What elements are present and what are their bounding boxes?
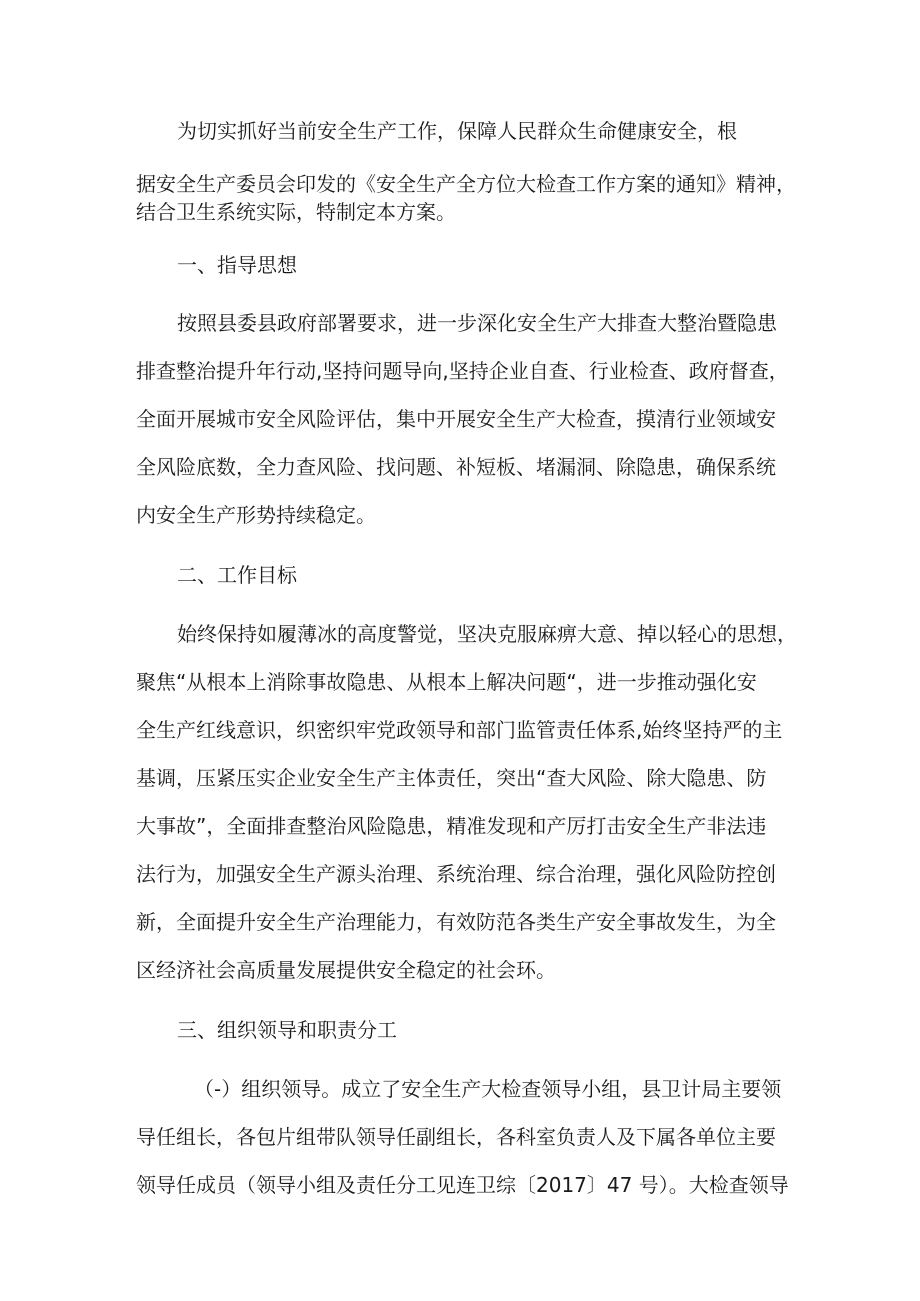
section3-line-1: （-）组织领导。成立了安全生产大检查领导小组，县卫计局主要领 xyxy=(194,1077,782,1101)
section-heading-work-goals: 二、工作目标 xyxy=(177,563,297,587)
section3-line-3: 领导任成员（领导小组及责任分工见连卫综〔2017〕47 号）。大检查领导 xyxy=(136,1173,789,1197)
intro-line-2: 据安全生产委员会印发的《安全生产全方位大检查工作方案的通知》精神， xyxy=(136,172,796,196)
section2-line-5: 大事故”，全面排查整治风险隐患，精准发现和产厉打击安全生产非法违 xyxy=(136,814,767,838)
section1-line-4: 全风险底数，全力查风险、找问题、补短板、堵漏洞、除隐患，确保系统 xyxy=(136,455,776,479)
section2-line-2: 聚焦“从根本上消除事故隐患、从根本上解决问题“，进一步推动强化安 xyxy=(136,670,757,694)
intro-line-1: 为切实抓好当前安全生产工作，保障人民群众生命健康安全，根 xyxy=(177,119,737,143)
section2-line-8: 区经济社会高质量发展提供安全稳定的社会环。 xyxy=(136,958,556,982)
section1-line-2: 排查整治提升年行动,坚持问题导向,坚持企业自查、行业检查、政府督查， xyxy=(136,359,789,383)
intro-line-3: 结合卫生系统实际，特制定本方案。 xyxy=(136,200,456,224)
section3-line-2: 导任组长，各包片组带队领导任副组长，各科室负责人及下属各单位主要 xyxy=(136,1125,776,1149)
section-heading-organization: 三、组织领导和职责分工 xyxy=(177,1018,397,1042)
section2-line-1: 始终保持如履薄冰的高度警觉，坚决克服麻痹大意、掉以轻心的思想， xyxy=(177,622,797,646)
section1-line-3: 全面开展城市安全风险评估，集中开展安全生产大检查，摸清行业领域安 xyxy=(136,407,776,431)
section2-line-4: 基调，压紧压实企业安全生产主体责任，突出“查大风险、除大隐患、防 xyxy=(136,766,767,790)
section1-line-5: 内安全生产形势持续稳定。 xyxy=(136,503,376,527)
section2-line-6: 法行为，加强安全生产源头治理、系统治理、综合治理，强化风险防控创 xyxy=(136,862,776,886)
section-heading-guiding-ideology: 一、指导思想 xyxy=(177,253,297,277)
section2-line-3: 全生产红线意识，织密织牢党政领导和部门监管责任体系,始终坚持严的主 xyxy=(136,718,783,742)
section1-line-1: 按照县委县政府部署要求，进一步深化安全生产大排查大整治暨隐患 xyxy=(177,311,777,335)
section2-line-7: 新，全面提升安全生产治理能力，有效防范各类生产安全事故发生，为全 xyxy=(136,910,776,934)
